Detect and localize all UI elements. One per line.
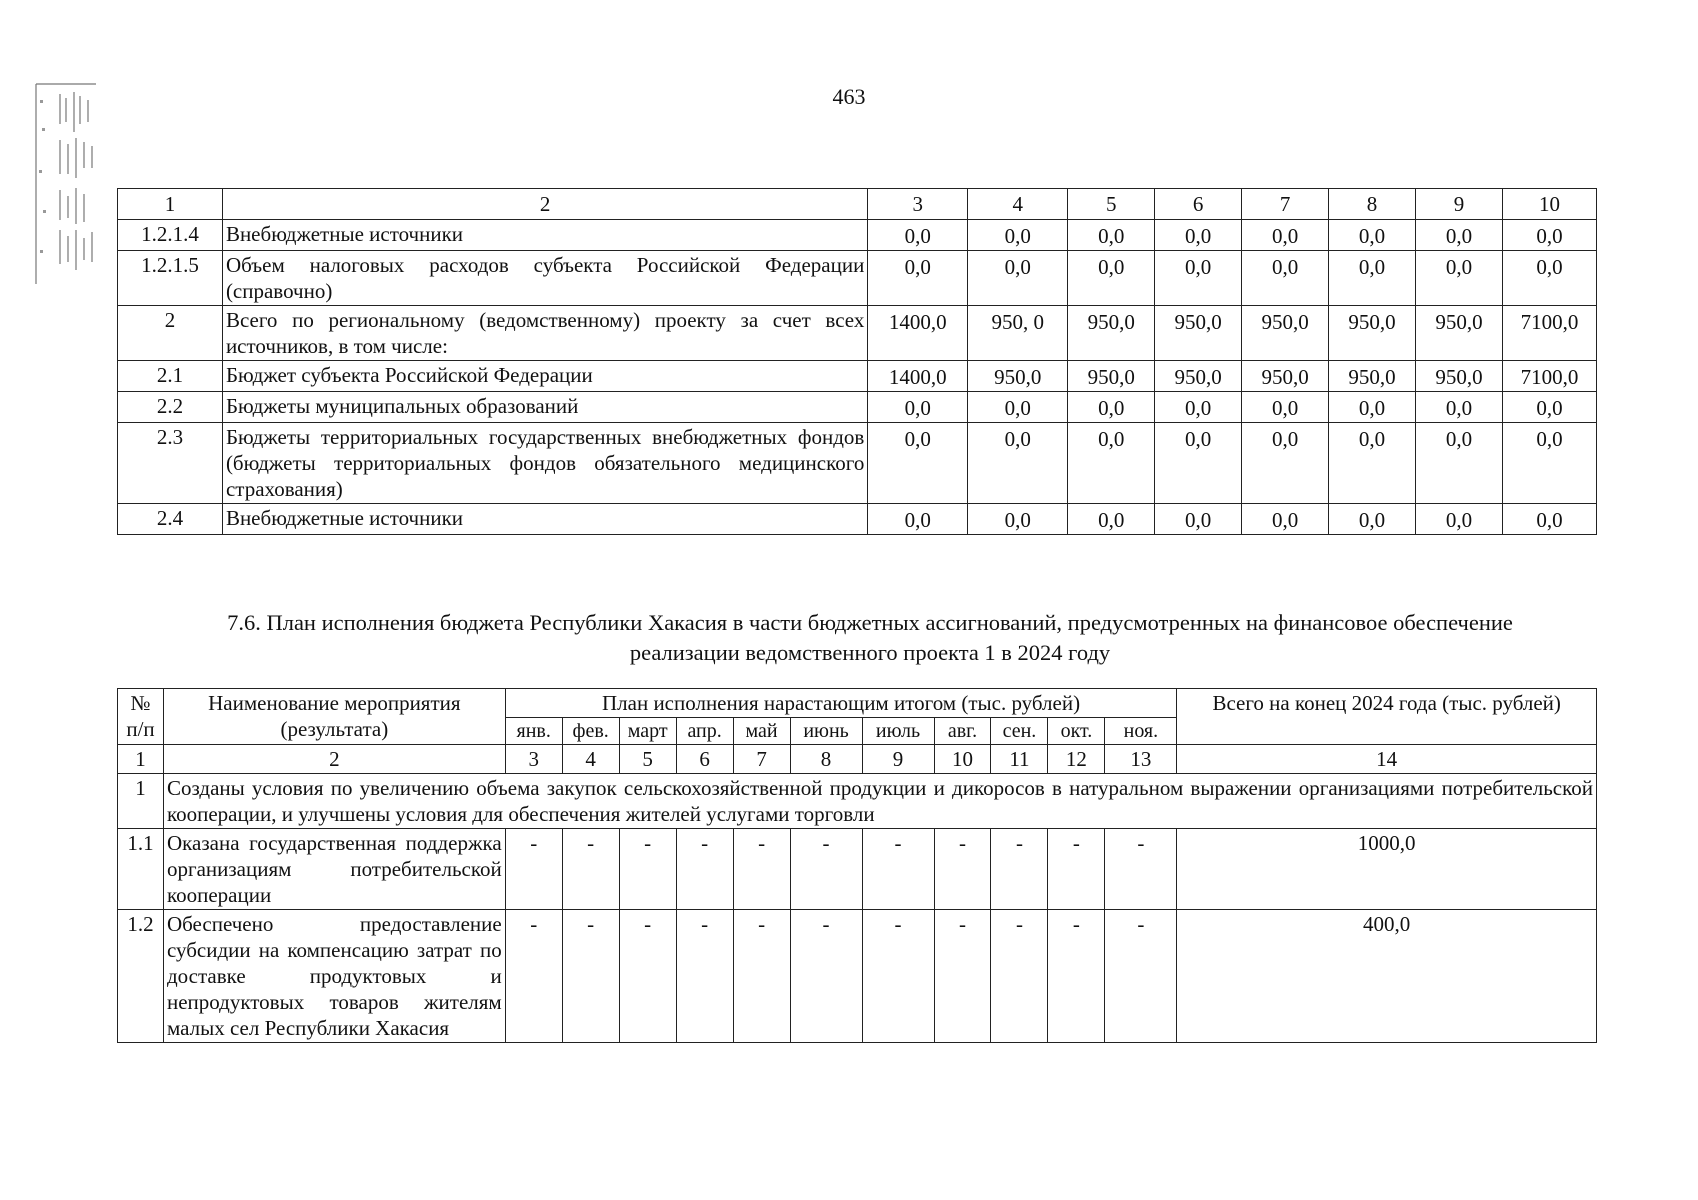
total-value: 400,0 — [1177, 910, 1597, 1043]
value-cell: 0,0 — [1242, 220, 1329, 251]
month-value: - — [790, 910, 862, 1043]
value-cell: 0,0 — [868, 220, 968, 251]
row-name: Всего по региональному (ведомственному) проекту за счет всех источников, в том числе: — [222, 306, 867, 361]
value-cell: 0,0 — [968, 392, 1068, 423]
value-cell: 1400,0 — [868, 361, 968, 392]
table-row — [118, 361, 1597, 392]
index-cell: 12 — [1048, 745, 1105, 774]
month-value: - — [619, 910, 676, 1043]
table1-header-cell: 2 — [222, 189, 867, 220]
index-cell: 4 — [562, 745, 619, 774]
value-cell: 0,0 — [1068, 504, 1155, 535]
month-header: авг. — [934, 718, 991, 745]
value-cell: 0,0 — [1502, 423, 1596, 504]
row-number: 1.2.1.4 — [118, 220, 223, 251]
table1-header-cell: 4 — [968, 189, 1068, 220]
row-number: 1.1 — [118, 829, 164, 910]
month-value: - — [1105, 829, 1177, 910]
value-cell: 950,0 — [1155, 361, 1242, 392]
month-value: - — [991, 910, 1048, 1043]
row-name: Объем налоговых расходов субъекта Российской Федерации (справочно) — [222, 251, 867, 306]
value-cell: 0,0 — [1242, 504, 1329, 535]
table-row — [118, 251, 1597, 306]
value-cell: 0,0 — [1068, 423, 1155, 504]
row-name: Бюджеты территориальных государственных внебюджетных фондов (бюджеты территориальных фондов обязательного медицинского страхования) — [222, 423, 867, 504]
value-cell: 950,0 — [1416, 361, 1503, 392]
table-row — [118, 220, 1597, 251]
month-header: апр. — [676, 718, 733, 745]
table-row — [118, 306, 1597, 361]
row-number: 2.1 — [118, 361, 223, 392]
row-name: Внебюджетные источники — [222, 504, 867, 535]
budget-execution-plan-table — [117, 688, 1597, 1043]
value-cell: 0,0 — [968, 504, 1068, 535]
value-cell: 0,0 — [1068, 251, 1155, 306]
value-cell: 7100,0 — [1502, 361, 1596, 392]
table2-index-row — [118, 745, 1597, 774]
month-header: июль — [862, 718, 934, 745]
row-name: Оказана государственная поддержка организациям потребительской кооперации — [163, 829, 505, 910]
value-cell: 0,0 — [1242, 392, 1329, 423]
month-value: - — [862, 829, 934, 910]
value-cell: 950,0 — [1068, 306, 1155, 361]
month-header: янв. — [505, 718, 562, 745]
value-cell: 0,0 — [1502, 504, 1596, 535]
value-cell: 0,0 — [1416, 220, 1503, 251]
table1-header-cell: 9 — [1416, 189, 1503, 220]
row-name: Бюджеты муниципальных образований — [222, 392, 867, 423]
table-row — [118, 910, 1597, 1043]
row-name: Внебюджетные источники — [222, 220, 867, 251]
value-cell: 0,0 — [1155, 423, 1242, 504]
value-cell: 0,0 — [1155, 251, 1242, 306]
margin-stamp-graphic — [30, 80, 106, 290]
value-cell: 0,0 — [868, 423, 968, 504]
month-value: - — [676, 829, 733, 910]
value-cell: 1400,0 — [868, 306, 968, 361]
table-row — [118, 392, 1597, 423]
month-value: - — [676, 910, 733, 1043]
row-name: Бюджет субъекта Российской Федерации — [222, 361, 867, 392]
month-value: - — [562, 910, 619, 1043]
value-cell: 950,0 — [1329, 361, 1416, 392]
value-cell: 0,0 — [1242, 251, 1329, 306]
row-name: Обеспечено предоставление субсидии на компенсацию затрат по доставке продуктовых и непродуктовых товаров жителям малых сел Республики Хакасия — [163, 910, 505, 1043]
month-value: - — [1105, 910, 1177, 1043]
value-cell: 0,0 — [1502, 392, 1596, 423]
month-header: июнь — [790, 718, 862, 745]
table1-header-cell: 10 — [1502, 189, 1596, 220]
value-cell: 0,0 — [1329, 423, 1416, 504]
table1-header-row — [118, 189, 1597, 220]
value-cell: 0,0 — [1155, 220, 1242, 251]
value-cell: 950,0 — [1242, 361, 1329, 392]
index-cell: 5 — [619, 745, 676, 774]
value-cell: 0,0 — [1502, 220, 1596, 251]
index-cell: 14 — [1177, 745, 1597, 774]
month-header: сен. — [991, 718, 1048, 745]
table1-header-cell: 6 — [1155, 189, 1242, 220]
section-title: 7.6. План исполнения бюджета Республики Хакасия в части бюджетных ассигнований, предусмотренных на финансовое обеспечение реализации ведомственного проекта 1 в 2024 году — [227, 610, 1513, 665]
month-header: ноя. — [1105, 718, 1177, 745]
month-header: март — [619, 718, 676, 745]
month-value: - — [1048, 829, 1105, 910]
month-value: - — [733, 829, 790, 910]
page-number: 463 — [832, 84, 866, 109]
month-value: - — [562, 829, 619, 910]
table1-header-cell: 8 — [1329, 189, 1416, 220]
index-cell: 11 — [991, 745, 1048, 774]
value-cell: 0,0 — [968, 251, 1068, 306]
table-row — [118, 829, 1597, 910]
index-cell: 13 — [1105, 745, 1177, 774]
col-number-header: № п/п — [118, 689, 164, 745]
total-value: 1000,0 — [1177, 829, 1597, 910]
value-cell: 950,0 — [1242, 306, 1329, 361]
table-row — [118, 423, 1597, 504]
value-cell: 0,0 — [868, 251, 968, 306]
value-cell: 0,0 — [1416, 251, 1503, 306]
month-value: - — [505, 829, 562, 910]
row-number: 1 — [118, 774, 164, 829]
value-cell: 950, 0 — [968, 306, 1068, 361]
value-cell: 950,0 — [1155, 306, 1242, 361]
value-cell: 950,0 — [968, 361, 1068, 392]
month-header: окт. — [1048, 718, 1105, 745]
index-cell: 6 — [676, 745, 733, 774]
table1-header-cell: 7 — [1242, 189, 1329, 220]
total-header: Всего на конец 2024 года (тыс. рублей) — [1177, 689, 1597, 745]
month-header: май — [733, 718, 790, 745]
value-cell: 0,0 — [968, 423, 1068, 504]
month-value: - — [934, 829, 991, 910]
value-cell: 0,0 — [1416, 392, 1503, 423]
table1-header-cell: 3 — [868, 189, 968, 220]
index-cell: 10 — [934, 745, 991, 774]
value-cell: 0,0 — [1329, 504, 1416, 535]
value-cell: 950,0 — [1329, 306, 1416, 361]
table2-header-row — [118, 689, 1597, 718]
row-number: 2.3 — [118, 423, 223, 504]
value-cell: 0,0 — [868, 504, 968, 535]
row-number: 2 — [118, 306, 223, 361]
value-cell: 950,0 — [1416, 306, 1503, 361]
index-cell: 9 — [862, 745, 934, 774]
index-cell: 2 — [163, 745, 505, 774]
index-cell: 7 — [733, 745, 790, 774]
row-number: 1.2 — [118, 910, 164, 1043]
month-value: - — [619, 829, 676, 910]
value-cell: 7100,0 — [1502, 306, 1596, 361]
table1-header-cell: 1 — [118, 189, 223, 220]
month-value: - — [790, 829, 862, 910]
plan-header: План исполнения нарастающим итогом (тыс. рублей) — [505, 689, 1177, 718]
value-cell: 0,0 — [1502, 251, 1596, 306]
value-cell: 0,0 — [868, 392, 968, 423]
index-cell: 3 — [505, 745, 562, 774]
value-cell: 950,0 — [1068, 361, 1155, 392]
value-cell: 0,0 — [968, 220, 1068, 251]
budget-sources-table — [117, 188, 1597, 535]
month-value: - — [934, 910, 991, 1043]
value-cell: 0,0 — [1329, 251, 1416, 306]
index-cell: 8 — [790, 745, 862, 774]
month-value: - — [991, 829, 1048, 910]
table-row-task — [118, 774, 1597, 829]
row-number: 1.2.1.5 — [118, 251, 223, 306]
value-cell: 0,0 — [1416, 423, 1503, 504]
value-cell: 0,0 — [1068, 220, 1155, 251]
value-cell: 0,0 — [1068, 392, 1155, 423]
value-cell: 0,0 — [1155, 504, 1242, 535]
row-number: 2.2 — [118, 392, 223, 423]
index-cell: 1 — [118, 745, 164, 774]
value-cell: 0,0 — [1155, 392, 1242, 423]
value-cell: 0,0 — [1416, 504, 1503, 535]
month-value: - — [505, 910, 562, 1043]
month-value: - — [862, 910, 934, 1043]
value-cell: 0,0 — [1329, 392, 1416, 423]
month-value: - — [733, 910, 790, 1043]
value-cell: 0,0 — [1329, 220, 1416, 251]
col-name-header: Наименование мероприятия (результата) — [163, 689, 505, 745]
table-row — [118, 504, 1597, 535]
month-header: фев. — [562, 718, 619, 745]
table1-header-cell: 5 — [1068, 189, 1155, 220]
month-value: - — [1048, 910, 1105, 1043]
task-description: Созданы условия по увеличению объема закупок сельскохозяйственной продукции и дикоросов в натуральном выражении организациями потребительской кооперации, и улучшены условия для обеспечения жителей услугами торговли — [163, 774, 1596, 829]
value-cell: 0,0 — [1242, 423, 1329, 504]
row-number: 2.4 — [118, 504, 223, 535]
